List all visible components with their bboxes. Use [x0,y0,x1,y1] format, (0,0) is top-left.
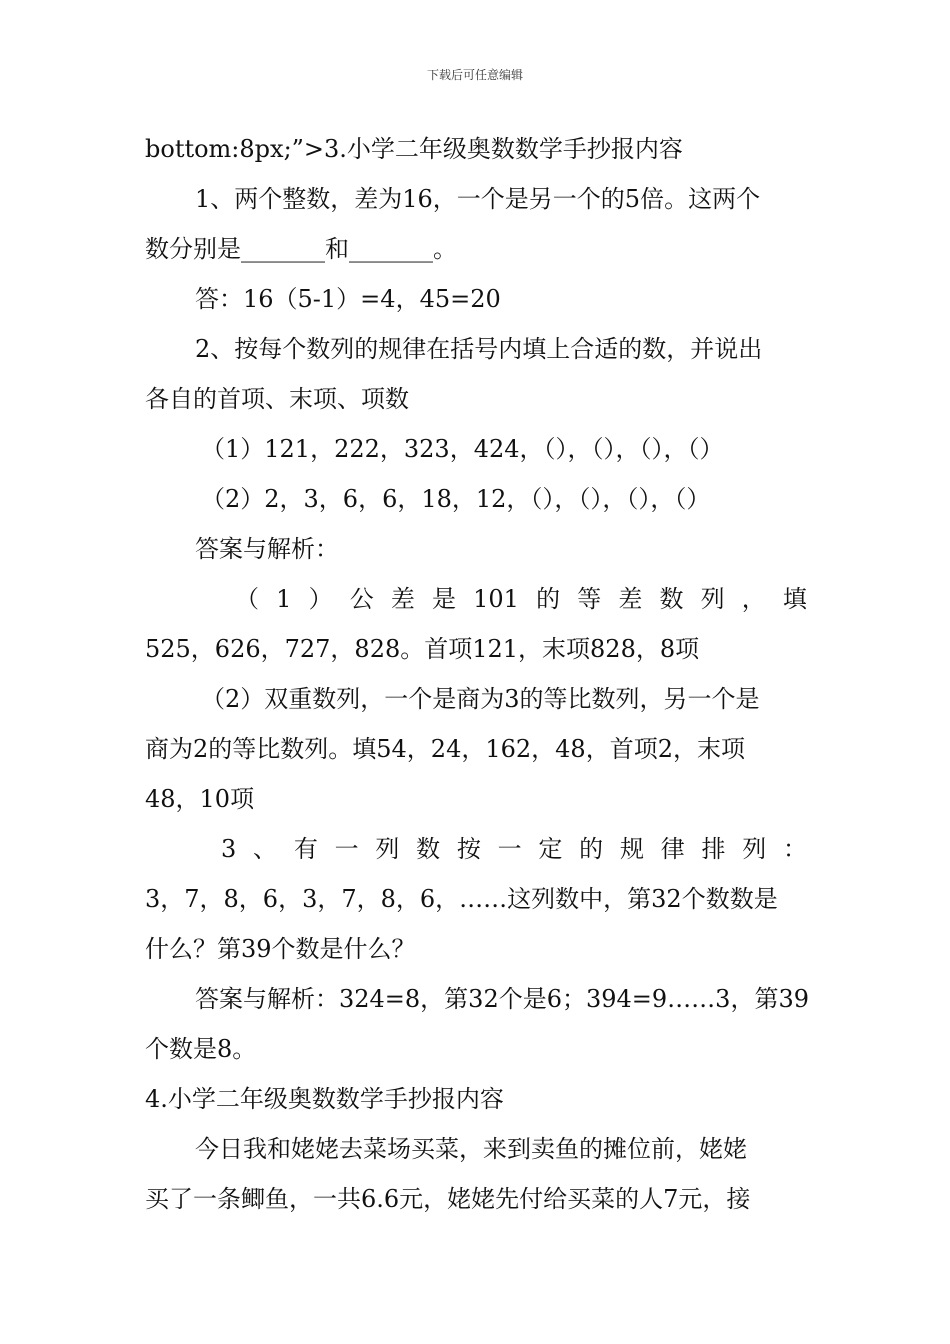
question-3-line-1 [145,824,807,874]
justified-token: 列 [742,835,767,863]
question-3-answer-line-2: 个数是8。 [145,1035,257,1063]
question-1-line-2: 数分别是_______和_______。 [145,235,457,263]
justified-token: 的 [579,835,604,863]
story-line-1: 今日我和姥姥去菜场买菜，来到卖鱼的摊位前，姥姥 [195,1135,747,1163]
question-3-line-3: 什么？第39个数是什么？ [145,935,416,963]
justified-token: 、 [253,835,278,863]
question-2-answer-label: 答案与解析： [195,535,339,563]
question-2-answer-2-line-2: 商为2的等比数列。填54，24，162，48，首项2，末项 [145,735,745,763]
justified-token: 排 [701,835,726,863]
question-1-answer: 答：16（5-1）=4，45=20 [195,285,501,313]
page-header-note: 下载后可任意编辑 [426,68,523,82]
justified-token: 列 [375,835,400,863]
justified-token: 的 [536,585,561,613]
justified-token: 等 [577,585,602,613]
question-2-answer-1-line-1 [145,574,807,624]
justified-token: 1 [276,585,292,613]
question-2-line-1: 2、按每个数列的规律在括号内填上合适的数，并说出 [195,335,763,363]
justified-token: 规 [619,835,644,863]
justified-token: 一 [497,835,522,863]
justified-token: ： [783,835,807,863]
question-2-answer-2-line-3: 48，10项 [145,785,255,813]
justified-token: 差 [618,585,643,613]
justified-token: ， [741,585,766,613]
justified-token: 填 [782,585,807,613]
question-1-line-1: 1、两个整数，差为16，一个是另一个的5倍。这两个 [195,185,761,213]
question-2-sequence-1: （1）121，222，323，424，（），（），（），（） [201,435,724,463]
justified-token: 数 [416,835,441,863]
justified-token: 101 [473,585,519,613]
justified-token: 律 [660,835,685,863]
justified-token: 数 [659,585,684,613]
question-3-line-2: 3，7，8，6，3，7，8，6，……这列数中，第32个数数是 [145,885,778,913]
section-title-4: 4.小学二年级奥数数学手抄报内容 [145,1085,504,1113]
justified-token: 是 [431,585,456,613]
justified-token: 差 [390,585,415,613]
question-3-answer-line-1: 答案与解析：324=8，第32个是6；394=9……3，第39 [195,985,809,1013]
section-title-3: bottom:8px;”>3.小学二年级奥数数学手抄报内容 [145,135,683,163]
justified-token: 定 [538,835,563,863]
justified-token: 一 [334,835,359,863]
justified-token: 3 [221,835,237,863]
document-body [145,124,807,1224]
justified-token: 公 [349,585,374,613]
question-2-answer-2-line-1: （2）双重数列，一个是商为3的等比数列，另一个是 [201,685,760,713]
question-2-sequence-2: （2）2，3，6，6，18，12，（），（），（），（） [201,485,711,513]
justified-token: 列 [700,585,725,613]
justified-token: （ [235,585,259,613]
story-line-2: 买了一条鲫鱼，一共6.6元，姥姥先付给买菜的人7元，接 [145,1185,751,1213]
question-2-answer-1-line-2: 525，626，727，828。首项121，末项828，8项 [145,635,700,663]
question-2-line-2: 各自的首项、末项、项数 [145,385,409,413]
justified-token: ） [308,585,333,613]
justified-token: 按 [456,835,481,863]
justified-token: 有 [293,835,318,863]
